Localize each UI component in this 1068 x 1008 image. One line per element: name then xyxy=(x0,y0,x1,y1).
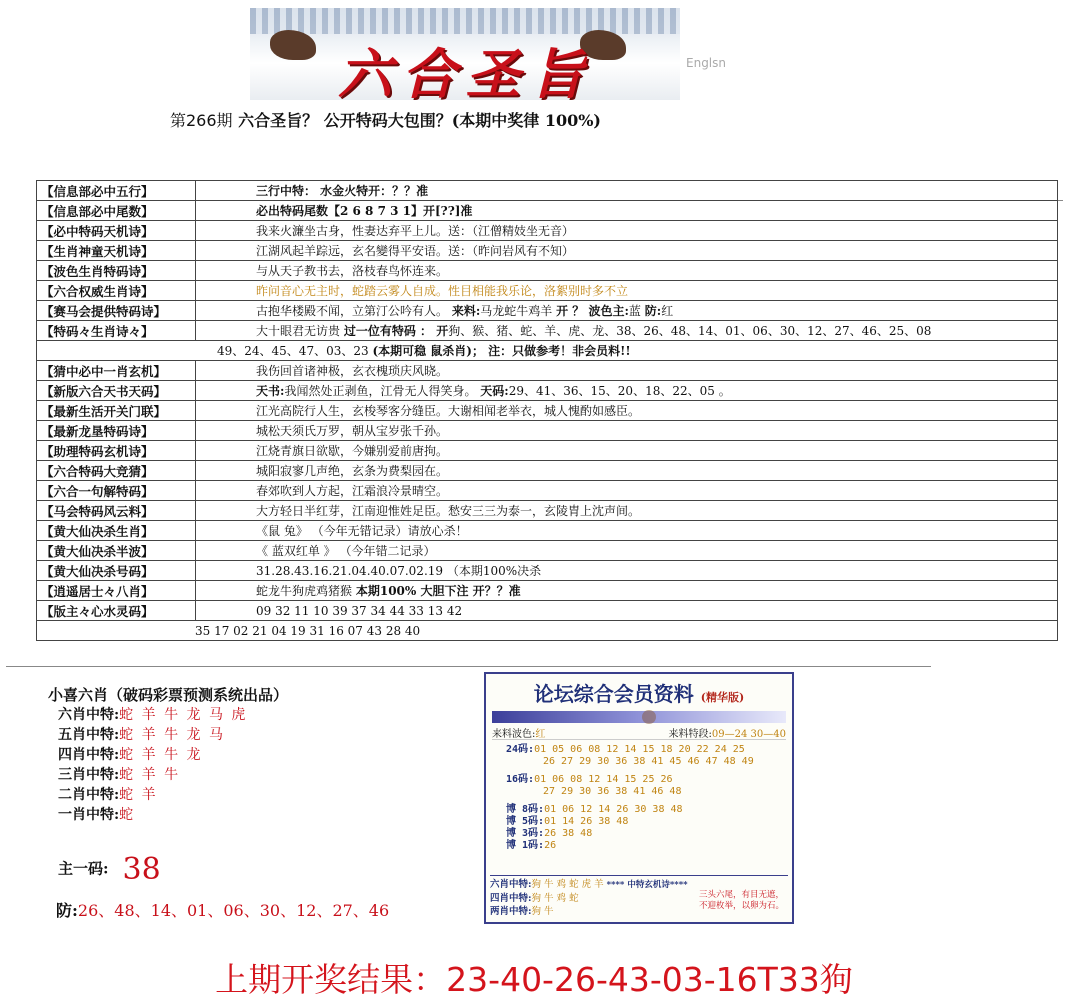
xiao-label: 二肖中特: xyxy=(58,787,120,803)
xiao-value: 蛇 羊 xyxy=(119,787,158,803)
forum-title-text: 论坛综合会员资料 xyxy=(533,682,694,706)
table-row xyxy=(37,461,1058,481)
row-text: 古抱华楼殿不闻，立第汀公吟有人。 xyxy=(256,304,449,318)
foot-label: 两肖中特: xyxy=(490,906,532,917)
forum-line-values: 01 06 12 14 26 30 38 48 xyxy=(544,804,683,815)
row-numbers: 狗、猴、猪、蛇、羊、虎、龙、38、26、48、14、01、06、30、12、27、46、25、08 xyxy=(448,324,932,338)
row-label: 【最新龙垦特码诗】 xyxy=(37,421,196,441)
color-value: 蓝 xyxy=(628,304,641,318)
table-row xyxy=(37,441,1058,461)
xiao-value: 蛇 羊 牛 龙 xyxy=(119,747,203,763)
xiao-label: 五肖中特: xyxy=(58,727,120,743)
row-text: 昨问音心无主时，蛇踏云雾人自成。性目相能我乐论，洛絮别时多不立 xyxy=(256,284,629,298)
row-value xyxy=(196,541,1058,561)
row-value xyxy=(196,581,1058,601)
row-text: 三行中特： 水金火特开：？？准 xyxy=(256,184,429,198)
row-text: 《鼠 兔》 （今年无错记录）请放心杀！ xyxy=(256,524,468,538)
xiao-row xyxy=(58,805,468,825)
row-value xyxy=(196,321,1058,341)
row-value xyxy=(196,601,1058,621)
row-label: 【生肖神童天机诗】 xyxy=(37,241,196,261)
table-row xyxy=(37,321,1058,341)
xiao-label: 三肖中特: xyxy=(58,767,120,783)
table-row xyxy=(37,301,1058,321)
table-row xyxy=(37,521,1058,541)
main-number-label: 主一码: xyxy=(58,859,109,878)
row-label: 【助理特码玄机诗】 xyxy=(37,441,196,461)
forum-subtitle: (精华版) xyxy=(700,691,745,704)
row-label: 【信息部必中五行】 xyxy=(37,181,196,201)
row-text: 江湖风起羊踪远，玄名變得平安语。送：（昨问岩风有不知） xyxy=(256,244,575,258)
row-label: 【黄大仙决杀生肖】 xyxy=(37,521,196,541)
table-row xyxy=(37,581,1058,601)
forum-line-values: 26 38 48 xyxy=(544,828,593,839)
table-row xyxy=(37,561,1058,581)
table-row xyxy=(37,541,1058,561)
xiao-value: 蛇 羊 牛 xyxy=(119,767,181,783)
row-text: 城阳寂寥几声绝，玄条为费梨园在。 xyxy=(256,464,449,478)
row-value xyxy=(196,421,1058,441)
forum-line-values: 26 27 29 30 36 38 41 45 46 47 48 49 xyxy=(543,756,754,767)
row-text: 大方轻日半红芽，江南迎惟姓足臣。愁安三三为泰一，玄陵胄上沈声间。 xyxy=(256,504,641,518)
row-text: 必出特码尾数【2 6 8 7 3 1】开[??]准 xyxy=(256,204,473,218)
row-text: 城松天须氏万罗，朝从宝岁张千孙。 xyxy=(256,424,449,438)
row-label: 【逍遥居士々八肖】 xyxy=(37,581,196,601)
tianshu-label: 天书: xyxy=(256,384,285,398)
row-value xyxy=(196,301,1058,321)
row-text: 我闻然处正剥鱼，江骨无人得笑身。 xyxy=(284,384,477,398)
row-text: 35 17 02 21 04 19 31 16 07 43 28 40 xyxy=(195,623,421,638)
forum-number-line xyxy=(506,840,792,852)
forum-number-line xyxy=(506,828,792,840)
row-text: 49、24、45、47、03、23 xyxy=(217,344,369,358)
six-xiao-panel xyxy=(8,684,468,825)
range-label: 来料特段: xyxy=(668,729,712,740)
row-value xyxy=(196,481,1058,501)
table-row xyxy=(37,181,1058,201)
note-line: 三头六尾，有目无遮， xyxy=(698,890,784,900)
xiao-value: 蛇 羊 牛 龙 马 虎 xyxy=(119,707,248,723)
table-row xyxy=(37,401,1058,421)
row-label: 【新版六合天书天码】 xyxy=(37,381,196,401)
forum-number-line xyxy=(543,756,792,768)
forum-member-card xyxy=(484,672,794,924)
forum-line-values: 27 29 30 36 38 41 46 48 xyxy=(543,786,682,797)
row-value xyxy=(196,561,1058,581)
forum-line-label: 16码: xyxy=(506,774,535,785)
foot-label: 六肖中特: xyxy=(490,879,532,890)
guard-values: 26、48、14、01、06、30、12、27、46 xyxy=(77,901,390,920)
row-label: 【版主々心水灵码】 xyxy=(37,601,196,621)
row-highlight: 本期100% 大胆下注 开？？准 xyxy=(355,584,521,598)
prediction-table xyxy=(36,180,1058,641)
forum-number-line xyxy=(506,774,792,786)
row-highlight: 过一位有特码 ： 开 xyxy=(343,324,449,338)
color-info xyxy=(492,725,545,739)
foot-value: 狗 牛 鸡 蛇 虎 羊 xyxy=(531,879,604,890)
xiao-row xyxy=(58,785,468,805)
row-label: 【六合特码大竞猜】 xyxy=(37,461,196,481)
table-row xyxy=(37,421,1058,441)
row-value xyxy=(196,221,1058,241)
row-value xyxy=(37,621,1058,641)
forum-line-label: 博 5码: xyxy=(506,816,545,827)
site-logo: 六合圣旨 xyxy=(338,42,594,106)
row-value xyxy=(196,261,1058,281)
headline-text: 六合圣旨？ 公开特码大包围？(本期中奖律 100%) xyxy=(232,111,602,130)
row-text: 《 蓝双红单 》 （今年错二记录） xyxy=(256,544,436,558)
row-label: 【猜中必中一肖玄机】 xyxy=(37,361,196,381)
site-banner xyxy=(250,8,680,106)
row-label: 【黄大仙决杀半波】 xyxy=(37,541,196,561)
table-row xyxy=(37,361,1058,381)
main-number-value: 38 xyxy=(122,852,161,887)
seal-stamp xyxy=(642,710,656,724)
forum-color-bar xyxy=(492,711,786,723)
forum-number-line xyxy=(543,786,792,798)
forum-line-values: 01 06 08 12 14 15 25 26 xyxy=(534,774,673,785)
forum-number-line xyxy=(506,816,792,828)
foot-value: 狗 牛 鸡 蛇 xyxy=(531,893,579,904)
table-row xyxy=(37,621,1058,641)
row-value xyxy=(196,201,1058,221)
foot-label: 四肖中特: xyxy=(490,893,532,904)
guard-value: 红 xyxy=(661,304,674,318)
xiao-row xyxy=(58,725,468,745)
row-text: 09 32 11 10 39 37 34 44 33 13 42 xyxy=(256,603,463,618)
issue-number: 第266期 xyxy=(170,111,233,130)
row-label: 【必中特码天机诗】 xyxy=(37,221,196,241)
forum-line-label: 24码: xyxy=(506,744,535,755)
table-row xyxy=(37,261,1058,281)
row-text: 我伤回首诸神极，玄衣槐琐庆风晓。 xyxy=(256,364,449,378)
row-value xyxy=(196,241,1058,261)
row-value xyxy=(196,401,1058,421)
table-row xyxy=(37,201,1058,221)
row-text: 春郊吹到人方起，江霜浪冷景晴空。 xyxy=(256,484,449,498)
xiao-value: 蛇 xyxy=(119,807,136,823)
row-label: 【黄大仙决杀号码】 xyxy=(37,561,196,581)
row-value xyxy=(196,361,1058,381)
row-label: 【最新生活开关门联】 xyxy=(37,401,196,421)
table-row xyxy=(37,501,1058,521)
banner-sky xyxy=(250,8,680,34)
foot-value: 狗 牛 xyxy=(531,906,554,917)
row-value xyxy=(196,501,1058,521)
forum-line-label: 博 8码: xyxy=(506,804,545,815)
table-row xyxy=(37,241,1058,261)
forum-line-label: 博 3码: xyxy=(506,828,545,839)
row-value xyxy=(196,381,1058,401)
last-draw-result: 上期开奖结果：23-40-26-43-03-16T33狗 xyxy=(215,960,853,999)
xiao-row xyxy=(58,705,468,725)
xiao-label: 六肖中特: xyxy=(58,707,120,723)
range-value: 09—24 30—40 xyxy=(711,729,786,740)
xiao-label: 一肖中特: xyxy=(58,807,120,823)
table-row xyxy=(37,601,1058,621)
row-label: 【六合权威生肖诗】 xyxy=(37,281,196,301)
guard-label: 防: xyxy=(644,304,662,318)
row-value xyxy=(196,461,1058,481)
xiao-label: 四肖中特: xyxy=(58,747,120,763)
color-label: 开 ？ 波色主: xyxy=(556,304,629,318)
table-row xyxy=(37,281,1058,301)
row-text: 江烧青旗日欲歇，今嫌别爱前唐拘。 xyxy=(256,444,449,458)
six-xiao-title: 小喜六肖（破码彩票预测系统出品） xyxy=(48,686,289,704)
row-text: 我来火濂坐古身，性妻达弃平上儿。送：（江僧精妓坐无音） xyxy=(256,224,575,238)
row-text: 与从天子教书去，洛枝春鸟怀连来。 xyxy=(256,264,449,278)
row-label: 【六合一句解特码】 xyxy=(37,481,196,501)
laoliao-label: 来料: xyxy=(451,304,481,318)
row-value xyxy=(37,341,1058,361)
row-label: 【马会特码风云料】 xyxy=(37,501,196,521)
table-row xyxy=(37,221,1058,241)
table-row xyxy=(37,381,1058,401)
forum-line-values: 01 14 26 38 48 xyxy=(544,816,629,827)
forum-line-values: 01 05 06 08 12 14 15 18 20 22 24 25 xyxy=(534,744,745,755)
table-row xyxy=(37,341,1058,361)
row-value xyxy=(196,181,1058,201)
forum-title xyxy=(486,678,792,707)
note-line: 不迎枚举，以卵为石。 xyxy=(698,901,784,911)
row-label: 【信息部必中尾数】 xyxy=(37,201,196,221)
row-text: 蛇龙牛狗虎鸡猪猴 xyxy=(256,584,353,598)
row-highlight: (本期可稳 鼠杀肖)； 注：只做参考！非会员料!! xyxy=(372,344,631,358)
horse-image xyxy=(270,30,316,60)
row-label: 【波色生肖特码诗】 xyxy=(37,261,196,281)
forum-footer xyxy=(490,875,788,918)
page-headline xyxy=(170,108,601,131)
row-value xyxy=(196,441,1058,461)
english-link[interactable]: Englsn xyxy=(686,56,726,70)
forum-info-row xyxy=(492,725,786,740)
forum-line-values: 26 xyxy=(544,840,557,851)
row-text: 江光高院行人生，玄梭琴客分缝臣。大谢相闻老举衣，城人愧酌如感臣。 xyxy=(256,404,641,418)
tianma-values: 29、41、36、15、20、18、22、05 。 xyxy=(508,384,731,398)
row-label: 【赛马会提供特码诗】 xyxy=(37,301,196,321)
xiao-row xyxy=(58,745,468,765)
color-label: 来料波色: xyxy=(492,729,536,740)
row-value xyxy=(196,521,1058,541)
forum-note xyxy=(699,890,784,912)
foot-extra: **** 中特玄机诗**** xyxy=(603,880,688,890)
row-value xyxy=(196,281,1058,301)
main-number xyxy=(58,852,161,887)
xiao-value: 蛇 羊 牛 龙 马 xyxy=(119,727,225,743)
laoliao-value: 马龙蛇牛鸡羊 xyxy=(480,304,553,318)
tianma-label: 天码: xyxy=(480,384,509,398)
range-info xyxy=(669,725,786,739)
guard-label: 防: xyxy=(56,901,78,920)
forum-line-label: 博 1码: xyxy=(506,840,545,851)
forum-number-line xyxy=(506,804,792,816)
table-row xyxy=(37,481,1058,501)
color-value: 红 xyxy=(535,729,546,740)
forum-number-line xyxy=(506,744,792,756)
row-text: 大十眼君无访贵 xyxy=(256,324,341,338)
xiao-row xyxy=(58,765,468,785)
row-text: 31.28.43.16.21.04.40.07.02.19 （本期100%决杀 xyxy=(256,564,542,578)
row-label: 【特码々生肖诗々】 xyxy=(37,321,196,341)
guard-numbers xyxy=(56,898,389,921)
